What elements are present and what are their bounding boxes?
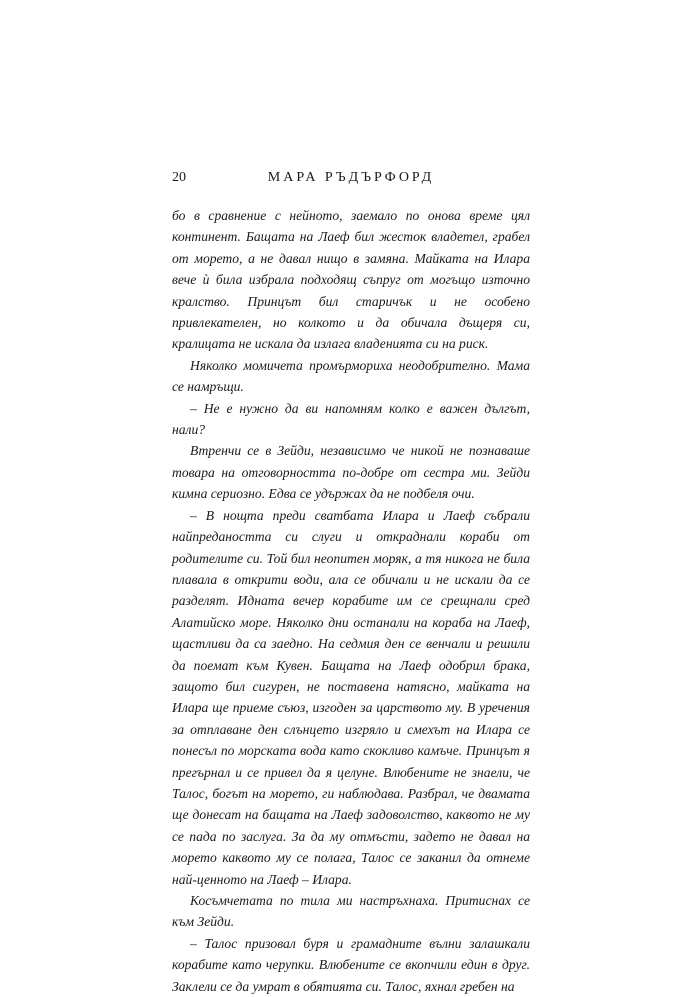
paragraph: Няколко момичета промърмориха неодобрително. Мама се намръщи. — [172, 357, 530, 395]
page-header — [172, 170, 530, 190]
page-number: 20 — [172, 170, 186, 185]
running-head-author: МАРА РЪДЪРФОРД — [267, 170, 435, 185]
paragraph: – В нощта преди сватбата Илара и Лаеф събрали найпредаността си слуги и откраднали кораби от родителите си. Той бил неопитен моряк, а тя никога не била плавала в открити води, ала се обичали и не искали да се разделят. Идната вечер корабите им се срещнали сред Алатийско море. Няколко дни останали на кораба на Лаеф, щастливи да са заедно. На седмия ден се венчали и решили да поемат към Кувен. Бащата на Лаеф одобрил брака, защото бил сигурен, не поставена натясно, майката на Илара ще приеме съюз, изгоден за царството му. В уречения за отплаване ден слънцето изгряло и смехът на Илара се понесъл по морската вода като скокливо камъче. Принцът я прегърнал и се привел да я целуне. Влюбените не знаели, че Талос, богът на морето, ги наблюдава. Разбрал, че двамата ще донесат на бащата на Лаеф задоволство, каквото не му се пада по заслуга. За да му отмъсти, задето не давал на морето каквото му се полага, Талос се заканил да отнеме най-ценното на Лаеф – Илара. — [172, 507, 530, 887]
paragraph: – Не е нужно да ви напомням колко е важен дългът, нали? — [172, 400, 530, 438]
paragraph: Втренчи се в Зейди, независимо че никой не познаваше товара на отговорността по-добре от сестра ми. Зейди кимна сериозно. Едва се удържах да не подбеля очи. — [172, 443, 530, 502]
paragraph: – Талос призовал буря и грамадните вълни залашкали корабите като черупки. Влюбените се вкопчили един в друг. Заклели се да умрат в обятията си. Талос, яхнал гребен на — [172, 935, 530, 994]
body-text — [172, 205, 530, 997]
paragraph: Косъмчетата по тила ми настръхнаха. Притиснах се към Зейди. — [172, 893, 530, 930]
paragraph: бо в сравнение с нейното, заемало по онова време цял континент. Бащата на Лаеф бил жесток владетел, грабел от морето, а не давал нищо в замяна. Майката на Илара вече ѝ била избрала подходящ съпруг от могъщо източно кралство. Принцът бил старичък и не особено привлекателен, но колкото и да обичала дъщеря си, кралицата не искала да излага владенията си на риск. — [172, 208, 530, 352]
